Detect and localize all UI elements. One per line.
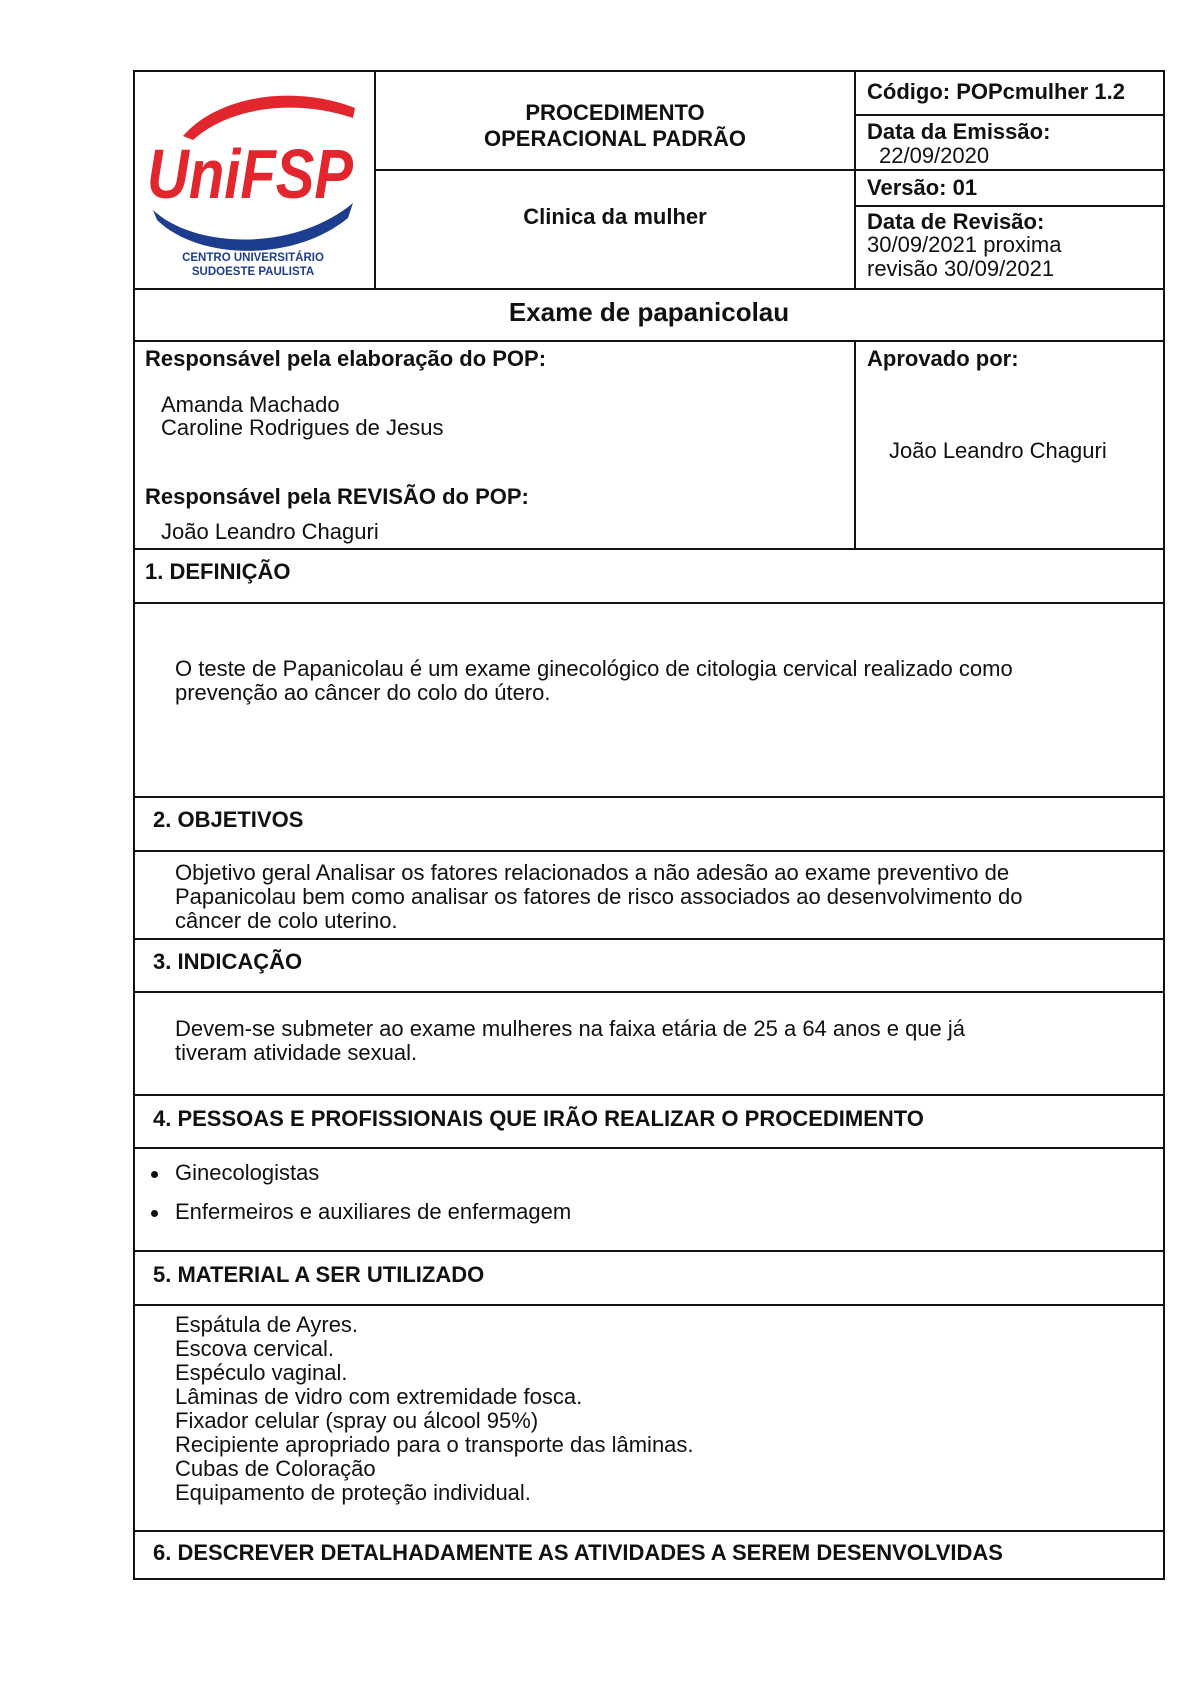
logo-line-2: SUDOESTE PAULISTA	[191, 266, 315, 278]
objectives-bottom-line	[133, 938, 1165, 940]
objectives-line-2: Papanicolau bem como analisar os fatores de risco associados ao desenvolvimento do	[175, 884, 1023, 909]
material-item-8: Equipamento de proteção individual.	[175, 1480, 531, 1505]
people-heading: 4. PESSOAS E PROFISSIONAIS QUE IRÃO REALIZAR O PROCEDIMENTO	[153, 1106, 924, 1131]
indication-line-2: tiveram atividade sexual.	[175, 1040, 418, 1065]
definition-line-1: O teste de Papanicolau é um exame ginecológico de citologia cervical realizado como	[175, 656, 1013, 681]
unit-name: Clinica da mulher	[523, 204, 707, 229]
revision-responsible-label: Responsável pela REVISÃO do POP:	[145, 484, 529, 509]
reviewer-name: João Leandro Chaguri	[161, 519, 379, 544]
material-bottom-line	[133, 1530, 1165, 1532]
header-divider-meta	[854, 70, 856, 288]
version: Versão: 01	[867, 175, 978, 200]
activities-heading: 6. DESCREVER DETALHADAMENTE AS ATIVIDADES A SEREM DESENVOLVIDAS	[153, 1540, 1003, 1565]
revision-line-2: revisão 30/09/2021	[867, 256, 1055, 281]
bullet-icon	[151, 1210, 158, 1217]
definition-line-2: prevenção ao câncer do colo do útero.	[175, 680, 551, 705]
elaborator-2: Caroline Rodrigues de Jesus	[161, 415, 444, 440]
indication-heading: 3. INDICAÇÃO	[153, 949, 303, 974]
header-bottom-line	[133, 288, 1165, 290]
meta-divider-3	[854, 205, 1165, 207]
objectives-text	[175, 860, 1022, 932]
meta-divider-2	[854, 169, 1165, 171]
unifsp-logo	[143, 78, 363, 283]
definition-heading-line	[133, 602, 1165, 604]
logo-red-swoosh	[183, 96, 355, 140]
bullet-icon	[151, 1171, 158, 1178]
pop-document	[133, 70, 1165, 1580]
indication-bottom-line	[133, 1094, 1165, 1096]
definition-heading: 1. DEFINIÇÃO	[145, 559, 291, 584]
procedure-title-line-1: PROCEDIMENTO	[525, 100, 705, 125]
title-bottom-line	[133, 340, 1165, 342]
indication-heading-line	[133, 991, 1165, 993]
people-heading-line	[133, 1147, 1165, 1149]
material-item-1: Espátula de Ayres.	[175, 1312, 359, 1337]
indication-line-1: Devem-se submeter ao exame mulheres na faixa etária de 25 a 64 anos e que já	[175, 1016, 966, 1041]
approver-name: João Leandro Chaguri	[889, 438, 1107, 463]
logo-brand-text: UniFSP	[147, 135, 354, 213]
document-title: Exame de papanicolau	[508, 297, 790, 327]
material-item-7: Cubas de Coloração	[175, 1456, 376, 1481]
people-item-2: Enfermeiros e auxiliares de enfermagem	[175, 1199, 572, 1224]
people-bottom-line	[133, 1250, 1165, 1252]
responsibles-divider	[854, 340, 856, 548]
logo-line-1: CENTRO UNIVERSITÁRIO	[182, 252, 324, 264]
emission-label: Data da Emissão:	[867, 119, 1051, 144]
responsibles-bottom-line	[133, 548, 1165, 550]
elaboration-label: Responsável pela elaboração do POP:	[145, 346, 547, 371]
material-item-3: Espéculo vaginal.	[175, 1360, 348, 1385]
approved-label: Aprovado por:	[867, 346, 1019, 371]
indication-text	[175, 1016, 965, 1064]
procedure-title-line-2: OPERACIONAL PADRÃO	[484, 126, 746, 151]
header-divider-middle	[374, 169, 854, 171]
meta-divider-1	[854, 114, 1165, 116]
material-heading-line	[133, 1304, 1165, 1306]
revision-label: Data de Revisão:	[867, 209, 1045, 234]
material-list	[175, 1312, 694, 1504]
material-heading: 5. MATERIAL A SER UTILIZADO	[153, 1262, 485, 1287]
objectives-line-3: câncer de colo uterino.	[175, 908, 398, 933]
objectives-heading-line	[133, 850, 1165, 852]
material-item-5: Fixador celular (spray ou álcool 95%)	[175, 1408, 539, 1433]
people-item-1: Ginecologistas	[175, 1160, 320, 1185]
document-code: Código: POPcmulher 1.2	[867, 79, 1125, 104]
material-item-4: Lâminas de vidro com extremidade fosca.	[175, 1384, 583, 1409]
definition-bottom-line	[133, 796, 1165, 798]
elaborator-1: Amanda Machado	[161, 392, 340, 417]
objectives-heading: 2. OBJETIVOS	[153, 807, 304, 832]
material-item-6: Recipiente apropriado para o transporte das lâminas.	[175, 1432, 694, 1457]
emission-date: 22/09/2020	[879, 143, 990, 168]
definition-text	[175, 656, 1013, 704]
material-item-2: Escova cervical.	[175, 1336, 334, 1361]
objectives-line-1: Objetivo geral Analisar os fatores relacionados a não adesão ao exame preventivo de	[175, 860, 1010, 885]
revision-line-1: 30/09/2021 proxima	[867, 232, 1062, 257]
